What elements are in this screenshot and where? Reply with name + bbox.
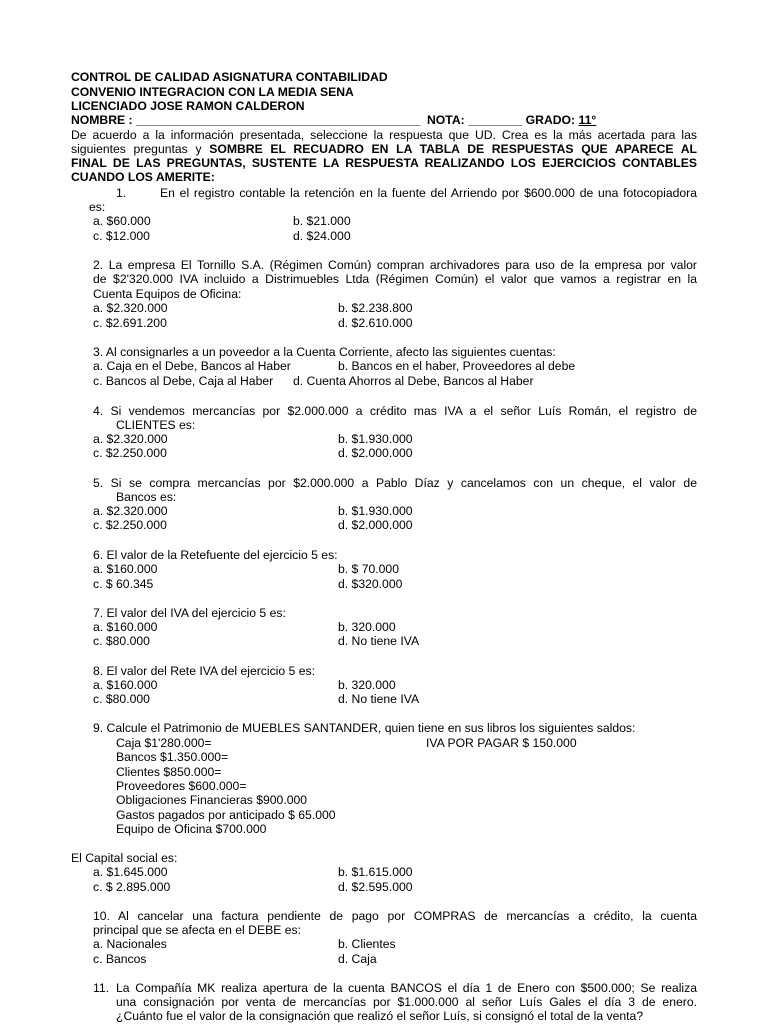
q6-option-a: a. $160.000 [93,562,158,576]
q4-option-c: c. $2.250.000 [93,446,167,460]
header-teacher: LICENCIADO JOSE RAMON CALDERON [71,99,305,113]
intro-line: De acuerdo a la información presentada, seleccione la respuesta que UD. Crea es la más acertada para las [71,128,697,142]
q7-option-a: a. $160.000 [93,620,158,634]
q5-text: Bancos es: [116,490,177,504]
q9-balance-proveedores: Proveedores $600.000= [116,779,247,793]
q1-option-c: c. $12.000 [93,229,150,243]
q8-option-a: a. $160.000 [93,678,158,692]
q6-option-d: d. $320.000 [338,577,403,591]
q11-text: una consignación por venta de mercancías por $1.000.000 al señor Luís Gales el día 3 de enero. [116,995,697,1009]
q6-option-c: c. $ 60.345 [93,577,154,591]
q10-text: 10. Al cancelar una factura pendiente de pago por COMPRAS de mercancías a crédito, la cuenta [93,909,697,923]
q4-text: CLIENTES es: [116,418,196,432]
q4-option-d: d. $2.000.000 [338,446,413,460]
q3-text: 3. Al consignarles a un poveedor a la Cuenta Corriente, afecto las siguientes cuentas: [93,345,556,359]
q1-number: 1. [116,186,127,200]
q5-option-a: a. $2.320.000 [93,504,168,518]
q8-option-d: d. No tiene IVA [338,692,420,706]
q10-option-b: b. Clientes [338,937,396,951]
q4-text: 4. Si vendemos mercancías por $2.000.000 a crédito mas IVA a el señor Luís Román, el registro de [93,404,697,418]
name-blank: __________________________________________ [136,113,421,127]
q4-option-b: b. $1.930.000 [338,432,413,446]
q9-option-d: d. $2.595.000 [338,880,413,894]
name-line [71,113,421,127]
q7-option-c: c. $80.000 [93,634,150,648]
q2-text: Cuenta Equipos de Oficina: [93,287,242,301]
q2-option-b: b. $2.238.800 [338,301,413,315]
q7-option-d: d. No tiene IVA [338,634,420,648]
intro-line: CUANDO LOS AMERITE: [71,170,215,184]
q1-option-b: b. $21.000 [293,214,351,228]
q8-option-b: b. 320.000 [338,678,396,692]
q7-option-b: b. 320.000 [338,620,396,634]
q9-balance-iva: IVA POR PAGAR $ 150.000 [426,736,577,750]
q11-text: ¿Cuánto fue el valor de la consignación que realizó el señor Luís, si consignó el total de la venta? [116,1009,644,1023]
q5-option-b: b. $1.930.000 [338,504,413,518]
q9-balance-bancos: Bancos $1.350.000= [116,750,229,764]
intro-line [71,142,697,156]
q5-option-c: c. $2.250.000 [93,518,167,532]
q1-option-d: d. $24.000 [293,229,351,243]
q10-option-d: d. Caja [338,952,377,966]
q9-option-c: c. $ 2.895.000 [93,880,171,894]
q11-text: La Compañía MK realiza apertura de la cuenta BANCOS el día 1 de Enero con $500.000; Se realiza [116,981,697,995]
q2-option-d: d. $2.610.000 [338,316,413,330]
q9-balance-caja: Caja $1'280.000= [116,736,212,750]
q5-option-d: d. $2.000.000 [338,518,413,532]
q9-balance-obligaciones: Obligaciones Financieras $900.000 [116,793,308,807]
q5-text: 5. Si se compra mercancías por $2.000.000 a Pablo Díaz y cancelamos con un cheque, el valor de [93,476,697,490]
intro-line: FINAL DE LAS PREGUNTAS, SUSTENTE LA RESPUESTA REALIZANDO LOS EJERCICIOS CONTABLES [71,156,697,170]
q10-option-a: a. Nacionales [93,937,167,951]
name-label: NOMBRE : [71,113,136,127]
q1-text: es: [89,200,106,214]
q6-option-b: b. $ 70.000 [338,562,399,576]
q2-text: de $2'320.000 IVA incluido a Distrimuebles Ltda (Régimen Común) el valor que vamos a registrar en la [93,272,697,286]
q9-balance-gastos: Gastos pagados por anticipado $ 65.000 [116,808,336,822]
q8-option-c: c. $80.000 [93,692,150,706]
q7-text: 7. El valor del IVA del ejercicio 5 es: [93,606,286,620]
q6-text: 6. El valor de la Retefuente del ejercicio 5 es: [93,548,338,562]
q3-option-b: b. Bancos en el haber, Proveedores al debe [338,359,576,373]
q9-text: 9. Calcule el Patrimonio de MUEBLES SANTANDER, quien tiene en sus libros los siguientes saldos: [93,721,636,735]
q2-option-a: a. $2.320.000 [93,301,168,315]
q3-option-c: c. Bancos al Debe, Caja al Haber [93,374,274,388]
intro-bold: SOMBRE EL RECUADRO EN LA TABLA DE RESPUESTAS QUE APARECE AL [209,142,697,156]
q9-option-a: a. $1.645.000 [93,865,168,879]
q9-balance-equipo: Equipo de Oficina $700.000 [116,822,267,836]
q9-capital-label: El Capital social es: [71,851,178,865]
q10-text: principal que se afecta en el DEBE es: [93,923,301,937]
q2-option-c: c. $2.691.200 [93,316,167,330]
q1-option-a: a. $60.000 [93,214,151,228]
intro-plain: siguientes preguntas y [71,142,210,156]
header-title: CONTROL DE CALIDAD ASIGNATURA CONTABILIDAD [71,70,388,84]
grade-value: 11° [578,113,597,127]
q8-text: 8. El valor del Rete IVA del ejercicio 5 es: [93,664,315,678]
q2-text: 2. La empresa El Tornillo S.A. (Régimen Común) compran archivadores para uso de la empresa por valor [93,258,697,272]
q11-number: 11. [93,981,110,995]
q9-option-b: b. $1.615.000 [338,865,413,879]
header-subtitle: CONVENIO INTEGRACION CON LA MEDIA SENA [71,85,354,99]
q1-text: En el registro contable la retención en la fuente del Arriendo por $600.000 de una fotocopiadora [160,186,697,200]
grade-label: NOTA: ________ GRADO: [427,113,579,127]
q10-option-c: c. Bancos [93,952,147,966]
q3-option-a: a. Caja en el Debe, Bancos al Haber [93,359,291,373]
grade-line [427,113,596,127]
q4-option-a: a. $2.320.000 [93,432,168,446]
q3-option-d: d. Cuenta Ahorros al Debe, Bancos al Haber [293,374,534,388]
q9-balance-clientes: Clientes $850.000= [116,765,222,779]
